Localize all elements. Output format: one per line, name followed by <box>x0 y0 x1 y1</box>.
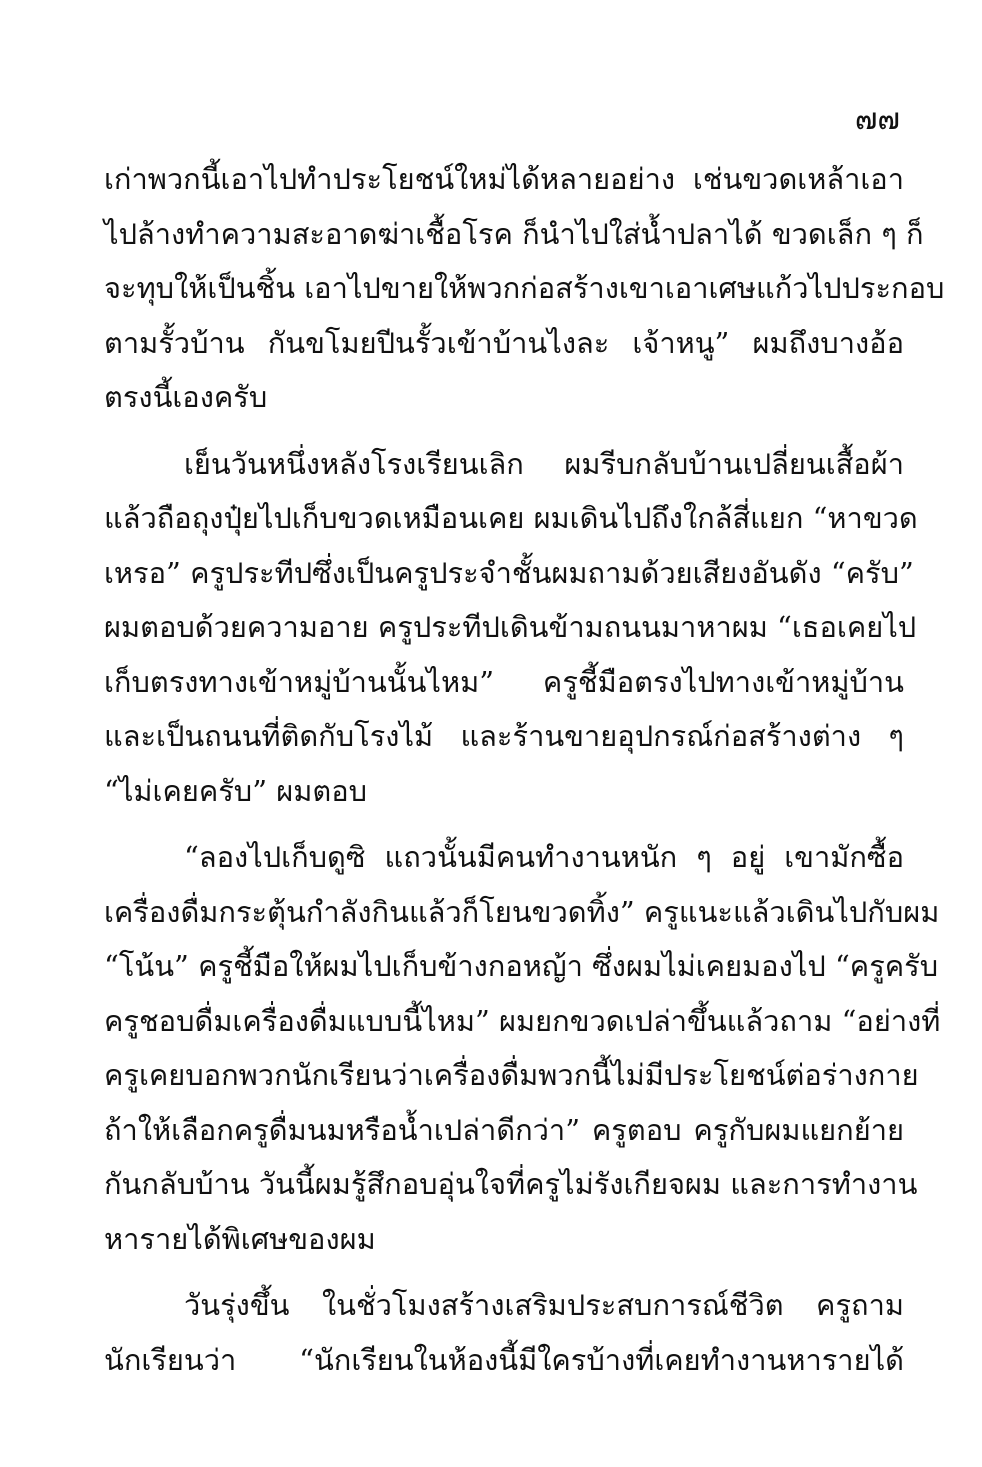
text-line: ผมตอบด้วยความอาย ครูประทีปเดินข้ามถนนมาหาผม “เธอเคยไป <box>104 610 917 644</box>
text-line: แล้วถือถุงปุ๋ยไปเก็บขวดเหมือนเคย ผมเดินไปถึงใกล้สี่แยก “หาขวด <box>104 501 918 535</box>
text-line: ครูเคยบอกพวกนักเรียนว่าเครื่องดื่มพวกนี้ไม่มีประโยชน์ต่อร่างกาย <box>104 1058 919 1092</box>
text-line: และเป็นถนนที่ติดกับโรงไม้ และร้านขายอุปกรณ์ก่อสร้างต่าง ๆ <box>104 719 904 753</box>
text-line: เย็นวันหนึ่งหลังโรงเรียนเลิก ผมรีบกลับบ้านเปลี่ยนเสื้อผ้า <box>184 446 904 481</box>
text-line: นักเรียนว่า “นักเรียนในห้องนี้มีใครบ้างที่เคยทำงานหารายได้ <box>104 1342 904 1377</box>
text-line: ครูชอบดื่มเครื่องดื่มแบบนี้ไหม” ผมยกขวดเปล่าขึ้นแล้วถาม “อย่างที่ <box>104 1003 941 1038</box>
text-line: เก่าพวกนี้เอาไปทำประโยชน์ใหม่ได้หลายอย่าง เช่นขวดเหล้าเอา <box>104 162 904 196</box>
text-line: จะทุบให้เป็นชิ้น เอาไปขายให้พวกก่อสร้างเขาเอาเศษแก้วไปประกอบ <box>104 271 945 305</box>
text-line: เก็บตรงทางเข้าหมู่บ้านนั้นไหม” ครูชี้มือตรงไปทางเข้าหมู่บ้าน <box>104 664 904 699</box>
paragraph-3 <box>104 830 941 1266</box>
paragraph-4 <box>104 1278 904 1387</box>
text-line: วันรุ่งขึ้น ในชั่วโมงสร้างเสริมประสบการณ์ชีวิต ครูถาม <box>184 1288 904 1322</box>
paragraph-gap <box>104 818 904 830</box>
text-line: ตรงนี้เองครับ <box>104 380 268 414</box>
text-line: ถ้าให้เลือกครูดื่มนมหรือน้ำเปล่าดีกว่า” ครูตอบ ครูกับผมแยกย้าย <box>104 1112 904 1147</box>
paragraph-gap <box>104 1266 904 1278</box>
page-number: ๗๗ <box>854 102 900 137</box>
text-line: “โน้น” ครูชี้มือให้ผมไปเก็บข้างกอหญ้า ซึ่งผมไม่เคยมองไป “ครูครับ <box>104 949 939 983</box>
body-text <box>104 152 945 1387</box>
text-line: ไปล้างทำความสะอาดฆ่าเชื้อโรค ก็นำไปใส่น้ำปลาได้ ขวดเล็ก ๆ ก็ <box>104 216 924 251</box>
paragraph-gap <box>104 425 904 437</box>
paragraph-2 <box>104 437 918 819</box>
text-line: กันกลับบ้าน วันนี้ผมรู้สึกอบอุ่นใจที่ครูไม่รังเกียจผม และการทำงาน <box>104 1167 918 1201</box>
paragraph-1 <box>104 152 945 425</box>
text-line: “ไม่เคยครับ” ผมตอบ <box>104 773 368 808</box>
text-line: เครื่องดื่มกระตุ้นกำลังกินแล้วก็โยนขวดทิ้ง” ครูแนะแล้วเดินไปกับผม <box>104 894 940 929</box>
text-line: ตามรั้วบ้าน กันขโมยปีนรั้วเข้าบ้านไงละ เจ้าหนู” ผมถึงบางอ้อ <box>104 325 904 360</box>
text-line: หารายได้พิเศษของผม <box>104 1221 376 1256</box>
text-line: เหรอ” ครูประทีปซึ่งเป็นครูประจำชั้นผมถามด้วยเสียงอันดัง “ครับ” <box>104 555 914 590</box>
text-line: “ลองไปเก็บดูซิ แถวนั้นมีคนทำงานหนัก ๆ อยู่ เขามักซื้อ <box>184 840 904 874</box>
